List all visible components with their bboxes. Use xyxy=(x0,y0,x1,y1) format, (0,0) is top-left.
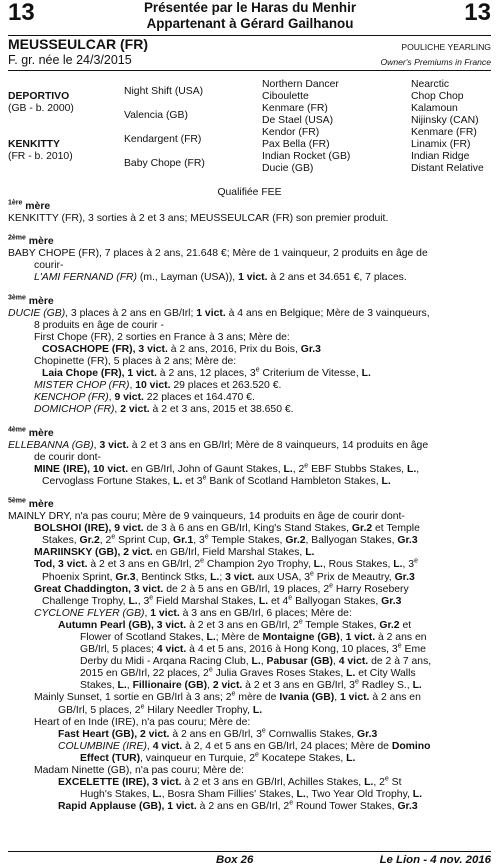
dam4-line-2: de courir dont- xyxy=(34,451,101,463)
dam5-line-3: Stakes, Gr.2, 2e Sprint Cup, Gr.1, 3e Temple Stakes, Gr.2, Ballyogan Stakes, Gr.3 xyxy=(42,533,418,547)
rule-pedigree xyxy=(8,70,491,71)
family-text xyxy=(8,201,492,813)
dam3-line-6: Laia Chope (FR), 1 vict. à 2 ans, 12 places, 3e Criterium de Vitesse, L. xyxy=(42,366,371,380)
dam2-line-3: L'AMI FERNAND (FR) (m., Layman (USA)), 1 vict. à 2 ans et 34.651 €, 7 places. xyxy=(34,272,407,284)
dam3-line-9: DOMICHOP (FR), 2 vict. à 2 et 3 ans, 2015 et 38.650 €. xyxy=(34,404,294,416)
dam5-line-23: EXCELETTE (IRE), 3 vict. à 2 et 3 ans en GB/Irl, Achilles Stakes, L., 2e St xyxy=(58,775,402,789)
dam2-line-1: BABY CHOPE (FR), 7 places à 2 ans, 21.648 €; Mère de 1 vainqueur, 2 produits en âge de xyxy=(8,248,428,260)
dam5-line-17: GB/Irl, 5 places, 2e Hilary Needler Trophy, L. xyxy=(58,703,263,716)
dam5-line-8: Challenge Trophy, L., 3e Field Marshal Stakes, L. et 4e Ballyogan Stakes, Gr.3 xyxy=(42,594,402,607)
pedigree-gen4-4: Nijinsky (CAN) xyxy=(411,115,479,126)
horse-name: MEUSSEULCAR (FR) xyxy=(8,36,148,52)
pedigree-gen3-4: De Stael (USA) xyxy=(262,115,334,126)
dam5-line-7: Great Chaddington, 3 vict. de 2 à 5 ans en GB/Irl, 19 places, 2e Harry Rosebery xyxy=(34,582,409,595)
dam5-line-12: GB/Irl, 5 places; 4 vict. à 4 et 5 ans, 2016 à Hong Kong, 10 places, 3e Eme xyxy=(80,642,426,656)
dam3-line-2: 8 produits en âge de courir - xyxy=(34,319,164,331)
pedigree-gen4-1: Nearctic xyxy=(411,79,450,90)
dam5-line-22: Madam Ninette (GB), n'a pas couru; Mère de: xyxy=(34,765,244,777)
pedigree-gen4-2: Chop Chop xyxy=(411,91,464,102)
section-heading-dam2: $^{2ème}$ mère xyxy=(8,234,54,248)
dam5-line-2: BOLSHOI (IRE), 9 vict. de 3 à 6 ans en GB/Irl, King's Stand Stakes, Gr.2 et Temple xyxy=(34,523,420,535)
pedigree-dam-info: (FR - b. 2010) xyxy=(8,151,73,162)
section-heading-dam4: $^{4ème}$ mère xyxy=(8,426,54,439)
dam5-line-13: Derby du Midi - Arqana Racing Club, L., Pabusar (GB), 4 vict. de 2 à 7 ans, xyxy=(80,656,432,668)
pedigree-gen2-2: Valencia (GB) xyxy=(124,110,188,121)
dam3-line-3: First Chope (FR), 2 sorties en France à 3 ans; Mère de: xyxy=(34,331,290,343)
qualification-note: Qualifiée FEE xyxy=(217,187,282,198)
lot-number-right: 13 xyxy=(464,0,491,26)
dam5-line-10: Autumn Pearl (GB), 3 vict. à 2 et 3 ans en GB/Irl, 2e Temple Stakes, Gr.2 et xyxy=(58,618,412,631)
footer-box: Box 26 xyxy=(216,854,254,866)
dam3-line-4: COSACHOPE (FR), 3 vict. à 2 ans, 2016, Prix du Bois, Gr.3 xyxy=(42,343,321,355)
dam1-line: KENKITTY (FR), 3 sorties à 2 et 3 ans; MEUSSEULCAR (FR) son premier produit. xyxy=(8,213,389,225)
dam5-line-25: Rapid Applause (GB), 1 vict. à 2 ans en GB/Irl, 2e Round Tower Stakes, Gr.3 xyxy=(58,799,418,813)
dam3-line-8: KENCHOP (FR), 9 vict. 22 places et 164.470 €. xyxy=(34,392,255,404)
pedigree-gen3-6: Pax Bella (FR) xyxy=(262,139,330,150)
dam5-line-24: Hugh's Stakes, L., Bosra Sham Fillies' Stakes, L., Two Year Old Trophy, L. xyxy=(80,789,423,801)
dam4-line-3: MINE (IRE), 10 vict. en GB/Irl, John of Gaunt Stakes, L., 2e EBF Stubbs Stakes, L., xyxy=(34,462,420,475)
pedigree-gen2-1: Night Shift (USA) xyxy=(124,86,204,97)
dam5-line-16: Mainly Sunset, 1 sortie en GB/Irl à 3 ans; 2e mère de Ivania (GB), 1 vict. à 2 ans en xyxy=(34,691,421,704)
presenter-line-1: Présentée par le Haras du Menhir xyxy=(143,0,357,15)
dam5-line-18: Heart of en Inde (IRE), n'a pas couru; Mère de: xyxy=(34,716,251,728)
pedigree-gen3-5: Kendor (FR) xyxy=(262,127,320,138)
dam4-line-1: ELLEBANNA (GB), 3 vict. à 2 et 3 ans en GB/Irl; Mère de 8 vainqueurs, 14 produits en âge xyxy=(8,439,429,451)
horse-description: F. gr. née le 24/3/2015 xyxy=(8,53,132,67)
pedigree-sire-info: (GB - b. 2000) xyxy=(8,103,74,114)
section-heading-dam5: $^{5ème}$ mère xyxy=(8,497,54,510)
dam3-line-5: Chopinette (FR), 5 places à 2 ans; Mère de: xyxy=(34,356,237,368)
pedigree-gen2-3: Kendargent (FR) xyxy=(124,134,202,145)
premium-note: Owner's Premiums in France xyxy=(380,57,491,67)
pedigree-gen4-8: Distant Relative xyxy=(411,163,484,174)
dam5-line-4: MARIINSKY (GB), 2 vict. en GB/Irl, Field Marshal Stakes, L. xyxy=(34,547,315,559)
dam3-line-7: MISTER CHOP (FR), 10 vict. 29 places et 263.520 €. xyxy=(34,380,282,392)
section-heading-dam3: $^{3ème}$ mère xyxy=(8,294,54,307)
lot-number-left: 13 xyxy=(8,0,35,26)
section-heading-dam1: $^{1ère}$ mère xyxy=(8,199,51,212)
page-header xyxy=(0,0,499,34)
pedigree-gen3-7: Indian Rocket (GB) xyxy=(262,151,351,162)
dam3-line-1: DUCIE (GB), 3 places à 2 ans en GB/Irl; 1 vict. à 4 ans en Belgique; Mère de 3 vainqueurs, xyxy=(8,307,430,319)
dam5-line-20: COLUMBINE (IRE), 4 vict. à 2, 4 et 5 ans en GB/Irl, 24 places; Mère de Domino xyxy=(58,740,431,752)
dam5-line-5: Tod, 3 vict. à 2 et 3 ans en GB/Irl, 2e Champion 2yo Trophy, L., Rous Stakes, L., 3e xyxy=(34,557,418,571)
dam5-line-1: MAINLY DRY, n'a pas couru; Mère de 9 vainqueurs, 14 produits en âge de courir dont- xyxy=(8,511,405,523)
presenter-line-2: Appartenant à Gérard Gailhanou xyxy=(146,16,354,31)
footer-sale: Le Lion - 4 nov. 2016 xyxy=(379,854,491,866)
pedigree-dam: KENKITTY xyxy=(8,139,60,150)
dam5-line-21: Effect (TUR), vainqueur en Turquie, 2e Kocatepe Stakes, L. xyxy=(80,751,356,764)
dam4-line-4: Cervoglass Fortune Stakes, L. et 3e Bank of Scotland Hambleton Stakes, L. xyxy=(42,474,391,487)
pedigree-gen2-4: Baby Chope (FR) xyxy=(124,158,205,169)
pedigree-sire: DEPORTIVO xyxy=(8,91,70,102)
pedigree-gen3-8: Ducie (GB) xyxy=(262,163,314,174)
presenter-block xyxy=(90,0,410,32)
dam5-line-15: Stakes, L., Fillionaire (GB), 2 vict. à 2 et 3 ans en GB/Irl, 3e Radley S., L. xyxy=(80,678,422,692)
dam2-line-2: courir- xyxy=(34,260,64,272)
dam5-line-11: Flower of Scotland Stakes, L.; Mère de Montaigne (GB), 1 vict. à 2 ans en xyxy=(80,632,427,643)
rule-bottom xyxy=(8,851,491,852)
pedigree-gen3-3: Kenmare (FR) xyxy=(262,103,328,114)
dam5-line-9: CYCLONE FLYER (GB), 1 vict. à 3 ans en GB/Irl, 6 places; Mère de: xyxy=(34,607,352,619)
category-label: POULICHE YEARLING xyxy=(401,42,491,52)
pedigree-gen4-7: Indian Ridge xyxy=(411,151,470,162)
dam5-line-14: 2015 en GB/Irl, 22 places, 2e Julia Graves Roses Stakes, L. et City Walls xyxy=(80,666,416,680)
dam5-line-19: Fast Heart (GB), 2 vict. à 2 ans en GB/Irl, 3e Cornwallis Stakes, Gr.3 xyxy=(58,727,378,740)
pedigree-gen3-1: Northern Dancer xyxy=(262,79,339,90)
pedigree-gen4-6: Linamix (FR) xyxy=(411,139,471,150)
dam5-line-6: Phoenix Sprint, Gr.3, Bentinck Stks, L.; 3 vict. aux USA, 3e Prix de Meautry, Gr.3 xyxy=(42,570,415,583)
pedigree-gen3-2: Ciboulette xyxy=(262,91,309,102)
pedigree-gen4-5: Kenmare (FR) xyxy=(411,127,477,138)
pedigree-gen4-3: Kalamoun xyxy=(411,103,458,114)
